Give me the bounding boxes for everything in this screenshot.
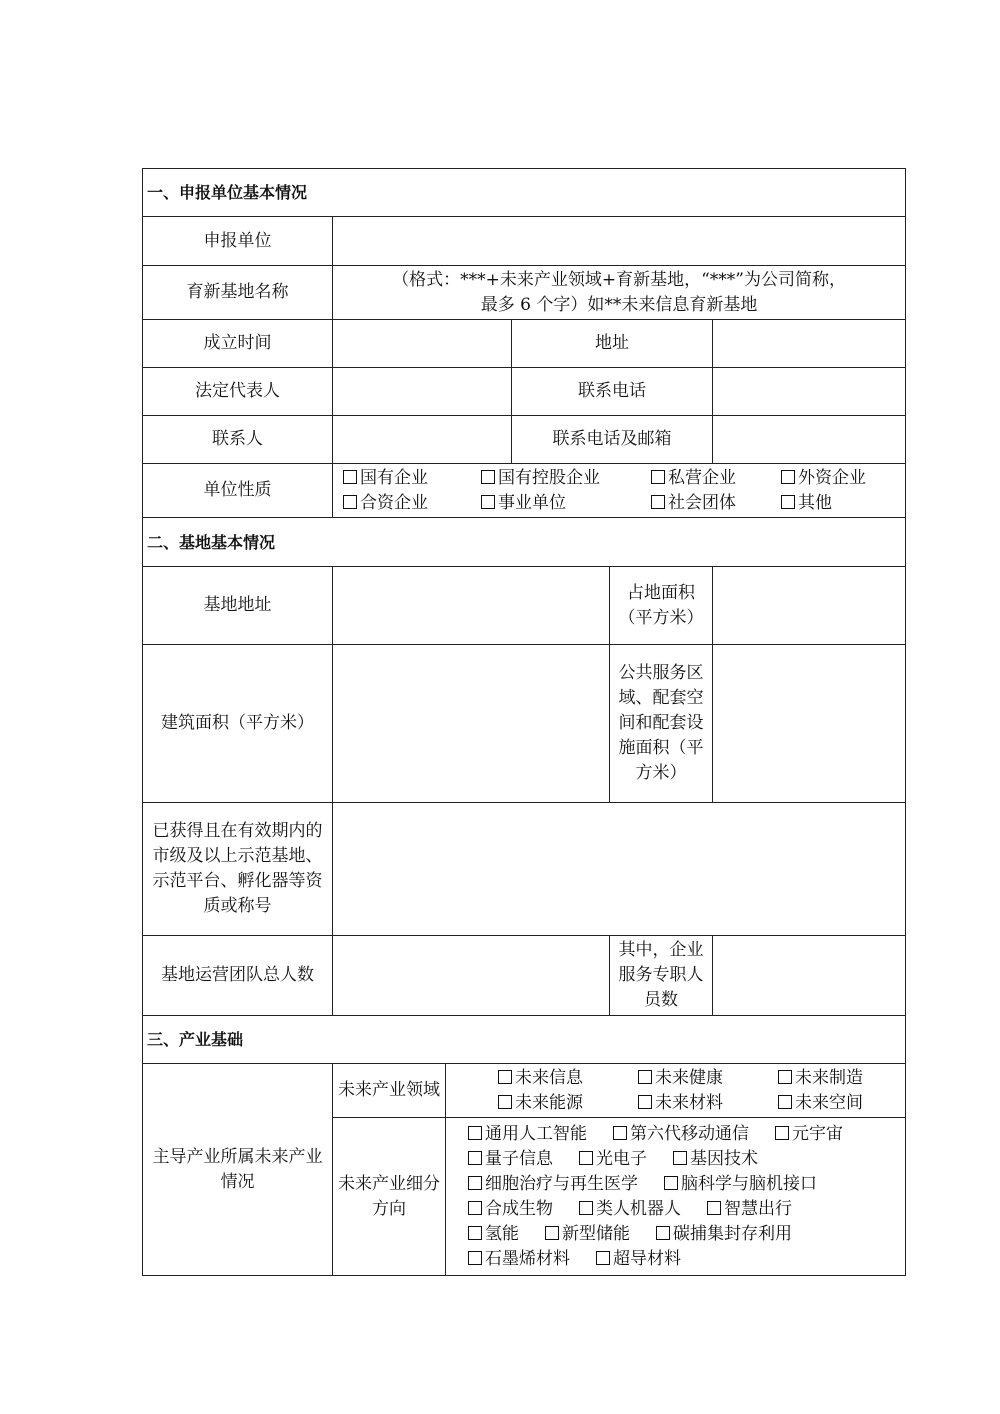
checkbox-icon [638,1070,652,1084]
field-options [446,1064,906,1118]
checkbox-icon [656,1226,670,1240]
phone-field[interactable] [713,368,906,416]
founded-label: 成立时间 [143,320,333,368]
checkbox-icon [596,1251,610,1265]
contact-field[interactable] [333,416,512,464]
floor-area-label: 建筑面积（平方米） [143,645,333,803]
application-form-table [142,168,906,1276]
direction-option[interactable]: 类人机器人 [579,1197,681,1222]
checkbox-icon [545,1226,559,1240]
direction-row [450,1197,901,1222]
checkbox-icon [781,495,795,509]
base-name-label: 育新基地名称 [143,266,333,320]
section-title-base: 二、基地基本情况 [143,518,906,567]
checkbox-icon [481,470,495,484]
team-total-label: 基地运营团队总人数 [143,936,333,1016]
direction-option[interactable]: 新型储能 [545,1222,630,1247]
nature-option[interactable]: 国有企业 [343,466,481,491]
direction-option[interactable]: 氢能 [468,1222,519,1247]
checkbox-icon [579,1151,593,1165]
public-area-field[interactable] [713,645,906,803]
land-area-field[interactable] [713,567,906,645]
checkbox-icon [343,495,357,509]
qualifications-field[interactable] [333,803,906,936]
base-name-field[interactable] [333,266,906,320]
checkbox-icon [781,470,795,484]
direction-row [450,1147,901,1172]
public-area-label: 公共服务区域、配套空间和配套设施面积（平方米） [610,645,713,803]
direction-row [450,1222,901,1247]
field-option[interactable]: 未来制造 [778,1066,918,1091]
field-option[interactable]: 未来材料 [638,1091,778,1116]
nature-option[interactable]: 国有控股企业 [481,466,651,491]
checkbox-icon [468,1201,482,1215]
section-title-unit: 一、申报单位基本情况 [143,169,906,217]
checkbox-icon [579,1201,593,1215]
base-name-hint-line2: 最多 6 个字）如**未来信息育新基地 [480,294,758,315]
direction-option[interactable]: 量子信息 [468,1147,553,1172]
team-dedicated-label: 其中，企业服务专职人员数 [610,936,713,1016]
checkbox-icon [664,1176,678,1190]
checkbox-icon [468,1251,482,1265]
field-option[interactable]: 未来健康 [638,1066,778,1091]
address-label: 地址 [512,320,713,368]
checkbox-icon [778,1095,792,1109]
base-address-label: 基地地址 [143,567,333,645]
legal-rep-label: 法定代表人 [143,368,333,416]
nature-option[interactable]: 事业单位 [481,491,651,516]
checkbox-icon [498,1070,512,1084]
field-option[interactable]: 未来空间 [778,1091,918,1116]
direction-option[interactable]: 石墨烯材料 [468,1247,570,1272]
checkbox-icon [613,1126,627,1140]
applicant-label: 申报单位 [143,217,333,266]
nature-option[interactable]: 社会团体 [651,491,781,516]
direction-row [450,1247,901,1272]
direction-option[interactable]: 脑科学与脑机接口 [664,1172,817,1197]
checkbox-icon [468,1126,482,1140]
direction-option[interactable]: 合成生物 [468,1197,553,1222]
direction-option[interactable]: 智慧出行 [707,1197,792,1222]
field-option[interactable]: 未来信息 [498,1066,638,1091]
checkbox-icon [481,495,495,509]
main-industry-label: 主导产业所属未来产业情况 [143,1064,333,1276]
checkbox-icon [778,1070,792,1084]
checkbox-icon [468,1226,482,1240]
checkbox-icon [651,470,665,484]
nature-options [333,464,906,518]
nature-option[interactable]: 合资企业 [343,491,481,516]
field-label: 未来产业领域 [333,1064,446,1118]
direction-option[interactable]: 基因技术 [673,1147,758,1172]
team-dedicated-field[interactable] [713,936,906,1016]
checkbox-icon [468,1151,482,1165]
direction-option[interactable]: 光电子 [579,1147,647,1172]
direction-label: 未来产业细分方向 [333,1118,446,1276]
land-area-label: 占地面积（平方米） [610,567,713,645]
legal-rep-field[interactable] [333,368,512,416]
direction-option[interactable]: 细胞治疗与再生医学 [468,1172,638,1197]
contact-label: 联系人 [143,416,333,464]
nature-option[interactable]: 私营企业 [651,466,781,491]
floor-area-field[interactable] [333,645,610,803]
checkbox-icon [651,495,665,509]
contact-phone-email-label: 联系电话及邮箱 [512,416,713,464]
checkbox-icon [498,1095,512,1109]
direction-option[interactable]: 超导材料 [596,1247,681,1272]
checkbox-icon [468,1176,482,1190]
field-option[interactable]: 未来能源 [498,1091,638,1116]
qualifications-label: 已获得且在有效期内的市级及以上示范基地、示范平台、孵化器等资质或称号 [143,803,333,936]
nature-label: 单位性质 [143,464,333,518]
direction-option[interactable]: 通用人工智能 [468,1122,587,1147]
phone-label: 联系电话 [512,368,713,416]
founded-field[interactable] [333,320,512,368]
team-total-field[interactable] [333,936,610,1016]
direction-option[interactable]: 碳捕集封存利用 [656,1222,792,1247]
direction-row [450,1172,901,1197]
checkbox-icon [638,1095,652,1109]
contact-phone-email-field[interactable] [713,416,906,464]
direction-option[interactable]: 第六代移动通信 [613,1122,749,1147]
checkbox-icon [775,1126,789,1140]
base-name-hint-line1: （格式：***+未来产业领域+育新基地，“***”为公司简称， [392,269,846,290]
checkbox-icon [673,1151,687,1165]
nature-option[interactable]: 其他 [781,491,901,516]
applicant-field[interactable] [333,217,906,266]
direction-option[interactable]: 元宇宙 [775,1122,843,1147]
direction-row [450,1122,901,1147]
base-address-field[interactable] [333,567,610,645]
checkbox-icon [707,1201,721,1215]
address-field[interactable] [713,320,906,368]
direction-options [446,1118,906,1276]
nature-option[interactable]: 外资企业 [781,466,901,491]
section-title-industry: 三、产业基础 [143,1016,906,1064]
checkbox-icon [343,470,357,484]
